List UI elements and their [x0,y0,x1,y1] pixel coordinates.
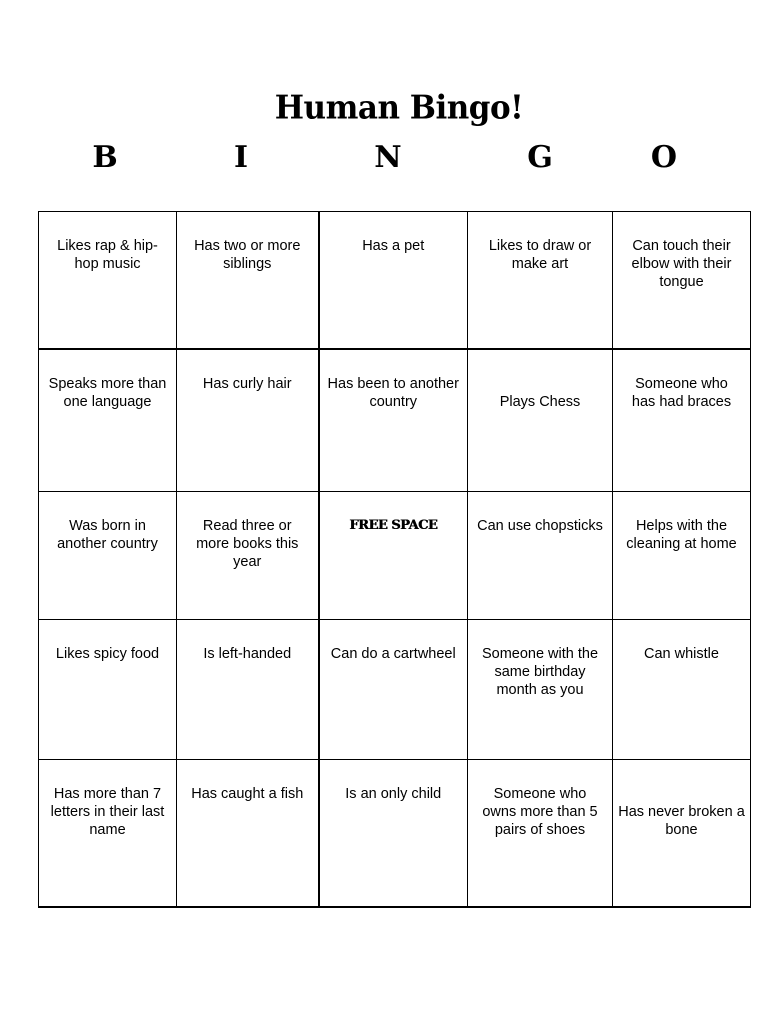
bingo-cell[interactable]: Likes spicy food [39,620,177,760]
page-title: Human Bingo! [274,89,524,127]
bingo-cell[interactable]: Can touch their elbow with their tongue [613,212,751,349]
bingo-cell[interactable]: Is left-handed [177,620,319,760]
bingo-cell[interactable]: Likes rap & hip-hop music [39,212,177,349]
grid-row-2 [39,349,751,492]
bingo-cell[interactable]: Speaks more than one language [39,349,177,492]
bingo-cell[interactable]: Someone who has had braces [613,349,751,492]
bingo-cell[interactable]: Someone who owns more than 5 pairs of shoes [468,760,613,907]
bingo-cell[interactable]: Read three or more books this year [177,492,319,620]
bingo-letter-o: O [650,140,678,175]
bingo-letter-g: G [527,140,553,175]
bingo-cell[interactable]: Is an only child [319,760,468,907]
bingo-cell[interactable]: Has curly hair [177,349,319,492]
grid-row-1 [39,212,751,349]
grid-row-4 [39,620,751,760]
bingo-cell[interactable]: Has more than 7 letters in their last name [39,760,177,907]
bingo-cell[interactable]: Was born in another country [39,492,177,620]
free-space-cell[interactable]: FREE SPACE [319,492,468,620]
bingo-letter-b: B [92,140,118,175]
bingo-header [0,140,768,190]
bingo-cell[interactable]: Someone with the same birthday month as you [468,620,613,760]
bingo-cell[interactable]: Can do a cartwheel [319,620,468,760]
bingo-cell[interactable]: Plays Chess [468,349,613,492]
bingo-cell[interactable]: Has two or more siblings [177,212,319,349]
grid-row-5 [39,760,751,907]
bingo-letter-n: N [374,140,402,175]
bingo-letter-i: I [233,140,249,175]
bingo-cell[interactable]: Likes to draw or make art [468,212,613,349]
bingo-cell[interactable]: Has a pet [319,212,468,349]
bingo-cell[interactable]: Has never broken a bone [613,760,751,907]
grid-row-3 [39,492,751,620]
bingo-cell[interactable]: Helps with the cleaning at home [613,492,751,620]
bingo-cell[interactable]: Has caught a fish [177,760,319,907]
bingo-cell[interactable]: Can use chopsticks [468,492,613,620]
bingo-cell[interactable]: Can whistle [613,620,751,760]
bingo-grid [38,211,751,908]
bingo-cell[interactable]: Has been to another country [319,349,468,492]
